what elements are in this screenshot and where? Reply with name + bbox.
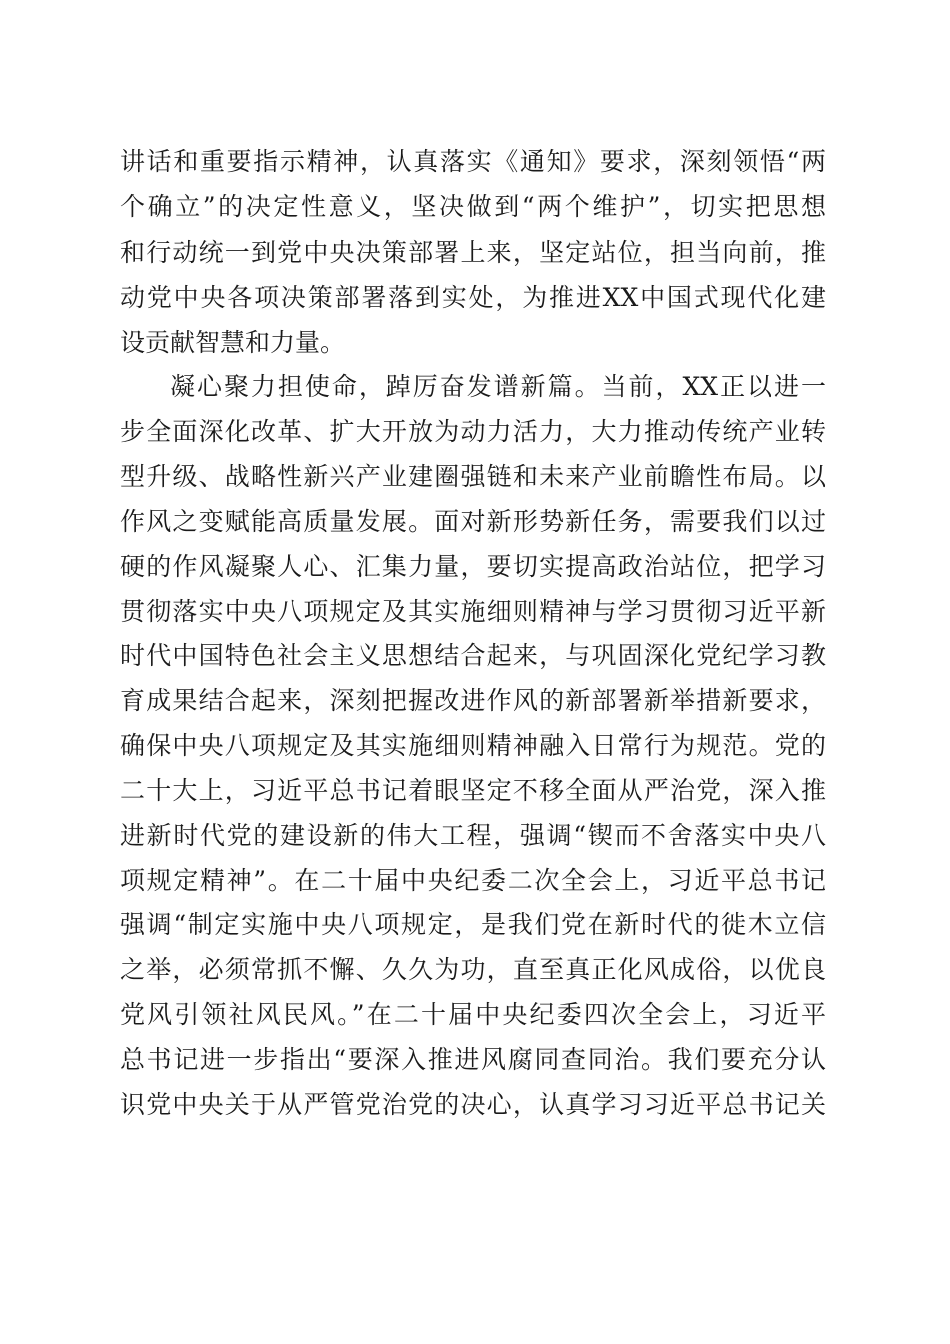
text-line: 个确立”的决定性意义，坚决做到“两个维护”，切实把思想 bbox=[120, 192, 826, 221]
text-line: 动党中央各项决策部署落到实处，为推进XX中国式现代化建 bbox=[120, 283, 826, 312]
text-line: 二十大上，习近平总书记着眼坚定不移全面从严治党，深入推 bbox=[120, 776, 826, 805]
text-line: 时代中国特色社会主义思想结合起来，与巩固深化党纪学习教 bbox=[120, 641, 826, 670]
text-line: 设贡献智慧和力量。 bbox=[120, 328, 346, 357]
text-line: 讲话和重要指示精神，认真落实《通知》要求，深刻领悟“两 bbox=[120, 147, 826, 176]
text-line: 确保中央八项规定及其实施细则精神融入日常行为规范。党的 bbox=[120, 731, 826, 760]
text-line: 育成果结合起来，深刻把握改进作风的新部署新举措新要求， bbox=[120, 686, 826, 715]
text-line: 贯彻落实中央八项规定及其实施细则精神与学习贯彻习近平新 bbox=[120, 597, 826, 626]
text-line: 型升级、战略性新兴产业建圈强链和未来产业前瞻性布局。以 bbox=[120, 462, 826, 491]
text-line: 总书记进一步指出“要深入推进风腐同查同治。我们要充分认 bbox=[120, 1045, 826, 1074]
text-line: 党风引领社风民风。”在二十届中央纪委四次全会上，习近平 bbox=[120, 1000, 826, 1029]
text-line: 识党中央关于从严管党治党的决心，认真学习习近平总书记关 bbox=[120, 1090, 826, 1119]
text-line: 作风之变赋能高质量发展。面对新形势新任务，需要我们以过 bbox=[120, 507, 826, 536]
paragraph-first-line: 凝心聚力担使命，踔厉奋发谱新篇。当前，XX正以进一 bbox=[170, 372, 826, 401]
text-line: 和行动统一到党中央决策部署上来，坚定站位，担当向前，推 bbox=[120, 238, 826, 267]
text-line: 之举，必须常抓不懈、久久为功，直至真正化风成俗，以优良 bbox=[120, 955, 826, 984]
text-line: 强调“制定实施中央八项规定，是我们党在新时代的徙木立信 bbox=[120, 910, 826, 939]
text-line: 步全面深化改革、扩大开放为动力活力，大力推动传统产业转 bbox=[120, 417, 826, 446]
text-line: 项规定精神”。在二十届中央纪委二次全会上，习近平总书记 bbox=[120, 866, 826, 895]
text-line: 硬的作风凝聚人心、汇集力量，要切实提高政治站位，把学习 bbox=[120, 552, 826, 581]
text-line: 进新时代党的建设新的伟大工程，强调“锲而不舍落实中央八 bbox=[120, 821, 826, 850]
